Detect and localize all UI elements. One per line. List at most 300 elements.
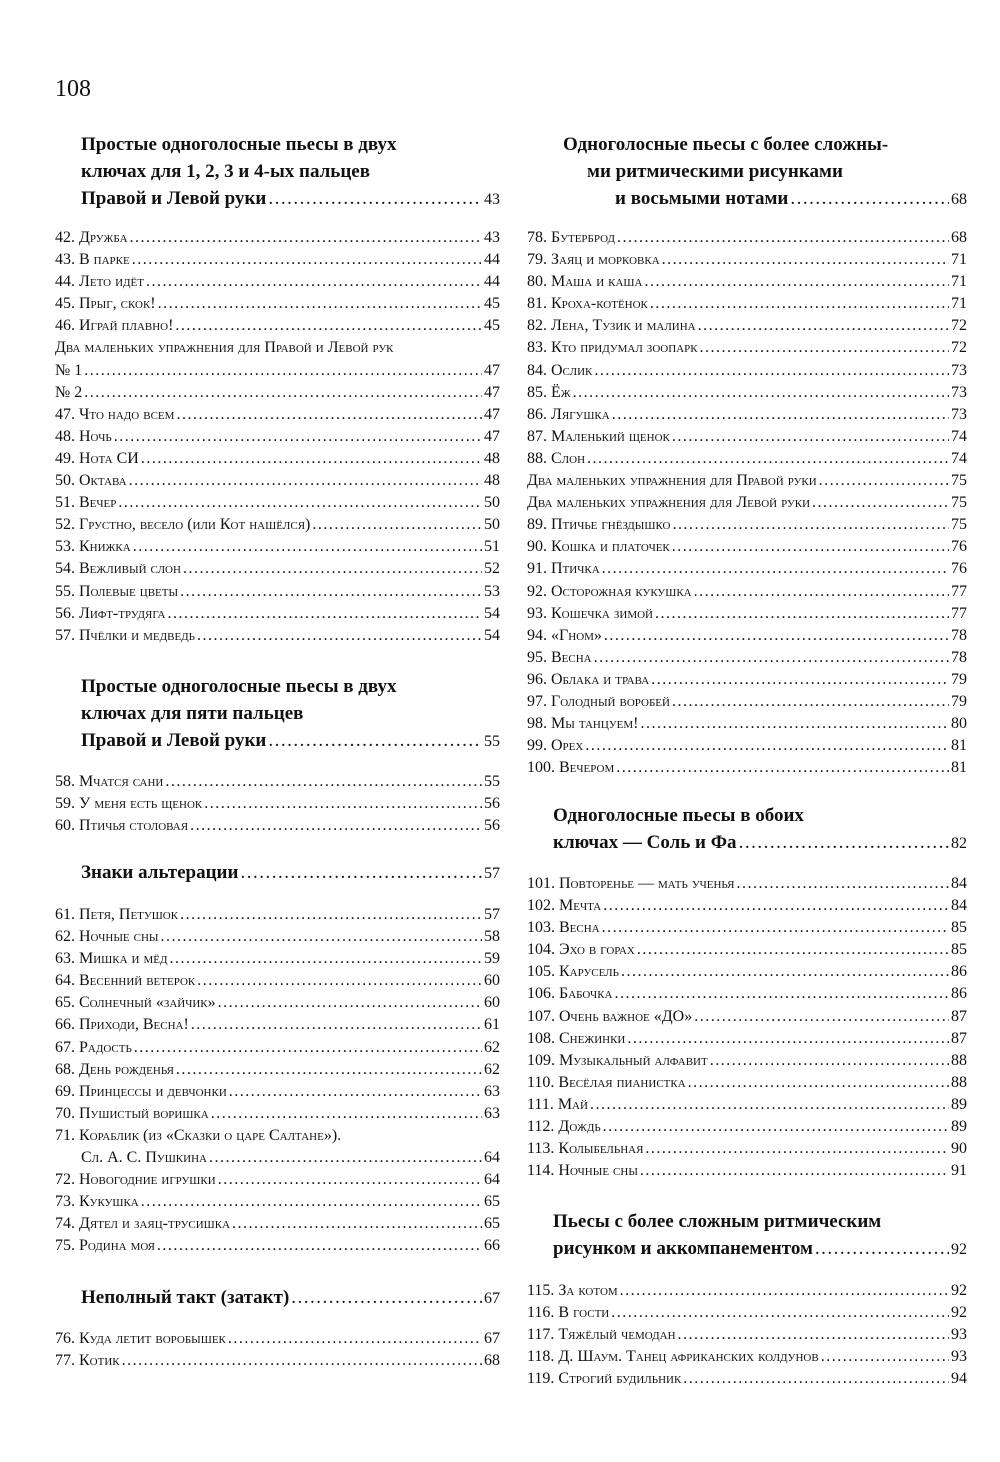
entry-title: 45. Прыг, скок! (55, 295, 156, 313)
entry-page: 56 (484, 795, 500, 813)
entry-page: 93 (951, 1326, 967, 1344)
toc-entry (55, 362, 500, 384)
toc-entry (527, 428, 967, 450)
entry-title: 75. Родина моя (55, 1237, 155, 1255)
entry-page: 72 (951, 317, 967, 335)
entry-title: 62. Ночные сны (55, 928, 159, 946)
toc-entry (55, 406, 500, 428)
entry-page: 64 (484, 1149, 500, 1167)
entry-title: 96. Облака и трава (527, 670, 650, 688)
heading-page: 55 (484, 733, 500, 750)
leader-dots (683, 1370, 949, 1388)
entry-page: 71 (951, 251, 967, 269)
leader-dots (130, 229, 482, 247)
entry-title: 89. Птичье гнёздышко (527, 516, 671, 534)
leader-dots (84, 384, 482, 402)
entry-page: 87 (951, 1029, 967, 1047)
entry-page: 86 (951, 985, 967, 1003)
entry-page: 47 (484, 383, 500, 401)
entry-page: 68 (484, 1352, 500, 1370)
leader-dots (645, 1140, 949, 1158)
toc-entry (527, 384, 967, 406)
leader-dots (133, 538, 482, 556)
entry-page: 59 (484, 950, 500, 968)
heading-line: Правой и Левой руки (81, 730, 267, 751)
leader-dots (590, 1096, 949, 1114)
toc-entry (527, 1074, 967, 1096)
entry-page: 89 (951, 1118, 967, 1136)
entry-page: 79 (951, 692, 967, 710)
entry-title: 63. Мишка и мёд (55, 950, 168, 968)
toc-entry (55, 1149, 500, 1171)
entry-page: 76 (951, 538, 967, 556)
entry-page: 75 (951, 516, 967, 534)
entry-title: Два маленьких упражнения для Правой и Левой рук (55, 339, 394, 357)
entry-title: 73. Кукушка (55, 1193, 139, 1211)
toc-entry (527, 1118, 967, 1140)
toc-entry (55, 773, 500, 795)
leader-dots (611, 1304, 949, 1322)
toc-entry (527, 875, 967, 897)
entry-title: 56. Лифт-трудяга (55, 604, 166, 622)
leader-dots (176, 1061, 482, 1079)
entry-title: 84. Ослик (527, 361, 593, 379)
toc-entry (527, 494, 967, 516)
entry-title: 80. Маша и каша (527, 273, 643, 291)
entry-title: 64. Весенний ветерок (55, 972, 196, 990)
leader-dots (167, 605, 482, 623)
leader-dots (694, 1008, 949, 1026)
entry-page: 89 (951, 1095, 967, 1113)
toc-entry (527, 1348, 967, 1370)
entry-page: 48 (484, 449, 500, 467)
entry-page: 57 (484, 906, 500, 923)
entry-title: Два маленьких упражнения для Правой руки (527, 472, 817, 490)
toc-entry (55, 229, 500, 251)
entry-list (55, 229, 500, 649)
leader-dots (157, 1237, 482, 1255)
entry-title: Сл. А. С. Пушкина (81, 1149, 207, 1167)
entry-title: 74. Дятел и заяц-трусишка (55, 1215, 231, 1233)
entry-page: 73 (951, 361, 967, 379)
leader-dots (175, 317, 482, 335)
entry-title: 87. Маленький щенок (527, 427, 670, 445)
entry-title: 88. Слон (527, 449, 586, 467)
heading-line: Простые одноголосные пьесы в двух (81, 134, 397, 155)
toc-entry (527, 627, 967, 649)
section-heading (55, 673, 500, 755)
section-heading (527, 802, 967, 857)
toc-entry (527, 605, 967, 627)
toc-entry (527, 649, 967, 671)
entry-page: 73 (951, 405, 967, 423)
entry-title: 112. Дождь (527, 1118, 601, 1136)
entry-title: 85. Ёж (527, 383, 571, 401)
entry-title: 104. Эхо в горах (527, 941, 635, 959)
entry-page: 81 (951, 737, 967, 755)
entry-page: 63 (484, 1082, 500, 1100)
leader-dots (614, 985, 949, 1003)
entry-page: 60 (484, 972, 500, 990)
entry-page: 45 (484, 317, 500, 335)
entry-title: 43. В парке (55, 251, 130, 269)
entry-title: 69. Принцессы и девчонки (55, 1082, 227, 1100)
leader-dots (209, 1149, 482, 1167)
entry-title: 60. Птичья столовая (55, 817, 189, 835)
entry-page: 74 (951, 449, 967, 467)
entry-title: 109. Музыкальный алфавит (527, 1051, 708, 1069)
entry-title: 48. Ночь (55, 427, 112, 445)
entry-title: 47. Что надо всем (55, 405, 175, 423)
toc-entry (55, 817, 500, 839)
toc-entry (527, 560, 967, 582)
entry-page: 84 (951, 875, 967, 892)
heading-page: 57 (484, 865, 500, 882)
leader-dots (620, 1282, 949, 1300)
entry-page: 56 (484, 817, 500, 835)
leader-dots (211, 1105, 482, 1123)
toc-entry (55, 384, 500, 406)
toc-entry (527, 273, 967, 295)
entry-title: 52. Грустно, весело (или Кот нашёлся) (55, 516, 311, 534)
entry-title: 78. Бутерброд (527, 229, 615, 246)
toc-entry (55, 1105, 500, 1127)
toc-entry (55, 627, 500, 649)
toc-entry (55, 1016, 500, 1038)
entry-title: 90. Кошка и платочек (527, 538, 670, 556)
entry-page: 62 (484, 1038, 500, 1056)
leader-dots (176, 406, 482, 424)
toc-entry (55, 1083, 500, 1105)
entry-page: 68 (951, 229, 967, 246)
entry-title: 111. Май (527, 1095, 588, 1113)
toc-entry (55, 1061, 500, 1083)
entry-page: 71 (951, 295, 967, 313)
toc-entry (527, 1326, 967, 1348)
toc-entry (527, 583, 967, 605)
entry-title: 98. Мы танцуем! (527, 715, 639, 733)
entry-title: 51. Вечер (55, 494, 117, 512)
leader-dots (134, 1039, 482, 1057)
entry-title: 105. Карусель (527, 963, 619, 981)
entry-title: 115. За котом (527, 1282, 618, 1299)
section-heading (55, 1284, 500, 1312)
entry-title: 81. Кроха-котёнок (527, 295, 648, 313)
entry-title: 76. Куда летит воробышек (55, 1330, 226, 1347)
leader-dots (141, 1193, 482, 1211)
heading-page: 43 (484, 191, 500, 208)
leader-dots (617, 229, 949, 247)
leader-dots (672, 516, 949, 534)
entry-page: 78 (951, 648, 967, 666)
leader-dots (694, 583, 949, 601)
entry-title: 70. Пушистый воришка (55, 1104, 209, 1122)
leader-dots (672, 538, 949, 556)
toc-entry (527, 1282, 967, 1304)
entry-page: 91 (951, 1162, 967, 1180)
leader-dots (710, 1052, 949, 1070)
entry-title: 110. Весёлая пианистка (527, 1073, 686, 1091)
toc-entry (55, 428, 500, 450)
entry-list (55, 1330, 500, 1374)
leader-dots (585, 737, 949, 755)
leader-dots (146, 273, 482, 291)
entry-page: 94 (951, 1370, 967, 1388)
toc-entry (55, 251, 500, 273)
entry-page: 63 (484, 1104, 500, 1122)
entry-title: 77. Котик (55, 1352, 120, 1370)
entry-title: 117. Тяжёлый чемодан (527, 1326, 676, 1344)
heading-page: 67 (484, 1290, 500, 1307)
toc-entry (527, 406, 967, 428)
entry-page: 74 (951, 427, 967, 445)
leader-dots (672, 693, 949, 711)
entry-title: 97. Голодный воробей (527, 692, 670, 710)
section-heading (55, 859, 500, 887)
toc-entry (527, 1030, 967, 1052)
toc-entry (527, 317, 967, 339)
toc-entry (527, 897, 967, 919)
leader-dots (655, 605, 949, 623)
toc-entry (527, 919, 967, 941)
toc-entry (527, 759, 967, 781)
entry-title: 103. Весна (527, 919, 600, 937)
entry-page: 64 (484, 1171, 500, 1189)
toc-entry (55, 906, 500, 928)
leader-dots (228, 1330, 482, 1348)
entry-page: 48 (484, 472, 500, 490)
leader-dots (812, 494, 949, 512)
entry-page: 88 (951, 1073, 967, 1091)
toc-entry (527, 450, 967, 472)
leader-dots (170, 950, 483, 968)
toc-entry (527, 1008, 967, 1030)
leader-dots (141, 450, 482, 468)
page-number: 108 (55, 76, 91, 102)
toc-entry (55, 1171, 500, 1193)
toc-entry (55, 1352, 500, 1374)
leader-dots (819, 472, 949, 490)
toc-entry (55, 1237, 500, 1259)
entry-page: 50 (484, 494, 500, 512)
entry-title: 82. Лена, Тузик и малина (527, 317, 696, 335)
leader-dots (602, 919, 949, 937)
leader-dots (821, 1348, 949, 1366)
toc-entry (55, 450, 500, 472)
leader-dots (114, 428, 482, 446)
entry-title: 99. Орех (527, 737, 584, 755)
entry-title: 44. Лето идёт (55, 273, 144, 291)
entry-title: 54. Вежливый слон (55, 560, 181, 578)
entry-title: 58. Мчатся сани (55, 773, 164, 790)
toc-entry (55, 605, 500, 627)
entry-title: 100. Вечером (527, 759, 615, 777)
heading-page: 92 (951, 1241, 967, 1258)
toc-entry (55, 795, 500, 817)
toc-entry (527, 362, 967, 384)
heading-line: ключах для пяти пальцев (81, 703, 304, 724)
entry-page: 45 (484, 295, 500, 313)
leader-dots (621, 963, 949, 981)
heading-line: ми ритмическими рисунками (587, 161, 843, 182)
toc-entry (527, 1096, 967, 1118)
entry-page: 52 (484, 560, 500, 578)
entry-title: 119. Строгий будильник (527, 1370, 682, 1388)
entry-title: 113. Колыбельная (527, 1140, 644, 1158)
leader-dots (165, 773, 482, 791)
entry-page: 53 (484, 582, 500, 600)
entry-title: 71. Кораблик (из «Сказки о царе Салтане»). (55, 1126, 342, 1144)
entry-page: 88 (951, 1051, 967, 1069)
entry-page: 78 (951, 626, 967, 644)
leader-dots (118, 494, 482, 512)
entry-page: 50 (484, 516, 500, 534)
toc-entry (527, 693, 967, 715)
heading-page: 68 (951, 191, 967, 208)
leader-dots (700, 339, 949, 357)
entry-title: 57. Пчёлки и медведь (55, 626, 195, 644)
entry-page: 65 (484, 1215, 500, 1233)
leader-dots (688, 1074, 949, 1092)
entry-page: 43 (484, 229, 500, 246)
leader-dots (594, 362, 949, 380)
entry-page: 54 (484, 626, 500, 644)
leader-dots (604, 627, 949, 645)
toc-entry (527, 1162, 967, 1184)
leader-dots (84, 362, 482, 380)
toc-entry (55, 1039, 500, 1061)
entry-page: 92 (951, 1304, 967, 1322)
leader-dots (180, 906, 482, 924)
entry-title: 65. Солнечный «зайчик» (55, 994, 216, 1012)
leader-dots (587, 450, 949, 468)
entry-page: 81 (951, 759, 967, 777)
toc-entry (527, 715, 967, 737)
entry-page: 71 (951, 273, 967, 291)
leader-dots (737, 875, 950, 893)
toc-entry (527, 251, 967, 273)
leader-dots (594, 649, 949, 667)
toc-entry (527, 1052, 967, 1074)
entry-title: 46. Играй плавно! (55, 317, 174, 335)
entry-list (55, 773, 500, 839)
entry-page: 76 (951, 560, 967, 578)
entry-page: 61 (484, 1016, 500, 1034)
leader-dots (573, 384, 949, 402)
toc-entry (527, 472, 967, 494)
leader-dots (678, 1326, 949, 1344)
toc-entry (55, 972, 500, 994)
toc-entry (527, 538, 967, 560)
toc-entry (55, 950, 500, 972)
entry-page: 77 (951, 604, 967, 622)
toc-entry (527, 339, 967, 361)
leader-dots (650, 295, 949, 313)
entry-page: 66 (484, 1237, 500, 1255)
toc-entry (527, 941, 967, 963)
leader-dots (603, 1118, 949, 1136)
entry-page: 90 (951, 1140, 967, 1158)
toc-entry (55, 928, 500, 950)
leader-dots (204, 795, 482, 813)
toc-entry (527, 985, 967, 1007)
leader-dots (312, 516, 482, 534)
toc-entry (55, 994, 500, 1016)
heading-line: рисунком и аккомпанементом (553, 1238, 813, 1259)
entry-page: 55 (484, 773, 500, 790)
entry-title: 72. Новогодние игрушки (55, 1171, 216, 1189)
entry-title: 95. Весна (527, 648, 592, 666)
heading-line: Одноголосные пьесы с более сложны- (563, 134, 889, 155)
leader-dots (637, 941, 949, 959)
entry-page: 79 (951, 670, 967, 688)
toc-entry (527, 963, 967, 985)
entry-title: 42. Дружба (55, 229, 128, 246)
heading-line: ключах для 1, 2, 3 и 4-ых пальцев (81, 161, 370, 182)
entry-title: 106. Бабочка (527, 985, 613, 1003)
leader-dots (627, 1030, 949, 1048)
leader-dots (158, 295, 482, 313)
toc-entry (55, 295, 500, 317)
entry-title: № 1 (55, 361, 83, 379)
entry-page: 54 (484, 604, 500, 622)
entry-title: 55. Полевые цветы (55, 582, 179, 600)
toc-entry (527, 229, 967, 251)
entry-page: 60 (484, 994, 500, 1012)
leader-dots (672, 428, 949, 446)
entry-title: 66. Приходи, Весна! (55, 1016, 189, 1034)
leader-dots (640, 715, 949, 733)
leader-dots (651, 671, 949, 689)
leader-dots (229, 1083, 482, 1101)
entry-title: 114. Ночные сны (527, 1162, 638, 1180)
entry-title: 79. Заяц и морковка (527, 251, 660, 269)
entry-title: 61. Петя, Петушок (55, 906, 179, 923)
heading-line: Знаки альтерации (81, 862, 239, 883)
toc-entry (55, 273, 500, 295)
leader-dots (662, 251, 949, 269)
toc-entry (527, 1304, 967, 1326)
leader-dots (698, 317, 949, 335)
entry-title: 102. Мечта (527, 897, 602, 915)
entry-page: 86 (951, 963, 967, 981)
entry-title: 68. День рожденья (55, 1060, 174, 1078)
toc-entry (527, 295, 967, 317)
toc-entry (55, 538, 500, 560)
toc-entry (55, 1330, 500, 1352)
toc-entry (527, 671, 967, 693)
entry-page: 92 (951, 1282, 967, 1299)
leader-dots (218, 994, 482, 1012)
entry-page: 44 (484, 251, 500, 269)
entry-title: 107. Очень важное «ДО» (527, 1007, 693, 1025)
entry-title: 116. В гости (527, 1304, 610, 1322)
entry-list (527, 229, 967, 781)
leader-dots (183, 560, 482, 578)
entry-title: 94. «Гном» (527, 626, 602, 644)
entry-page: 47 (484, 427, 500, 445)
leader-dots (640, 1162, 949, 1180)
entry-title: 118. Д. Шаум. Танец африканских колдунов (527, 1348, 819, 1366)
entry-page: 93 (951, 1348, 967, 1366)
entry-title: 53. Книжка (55, 538, 131, 556)
leader-dots (190, 817, 482, 835)
heading-line: Пьесы с более сложным ритмическим (553, 1211, 882, 1232)
entry-title: № 2 (55, 383, 83, 401)
entry-page: 77 (951, 582, 967, 600)
entry-title: 67. Радость (55, 1038, 132, 1056)
toc-entry (55, 494, 500, 516)
